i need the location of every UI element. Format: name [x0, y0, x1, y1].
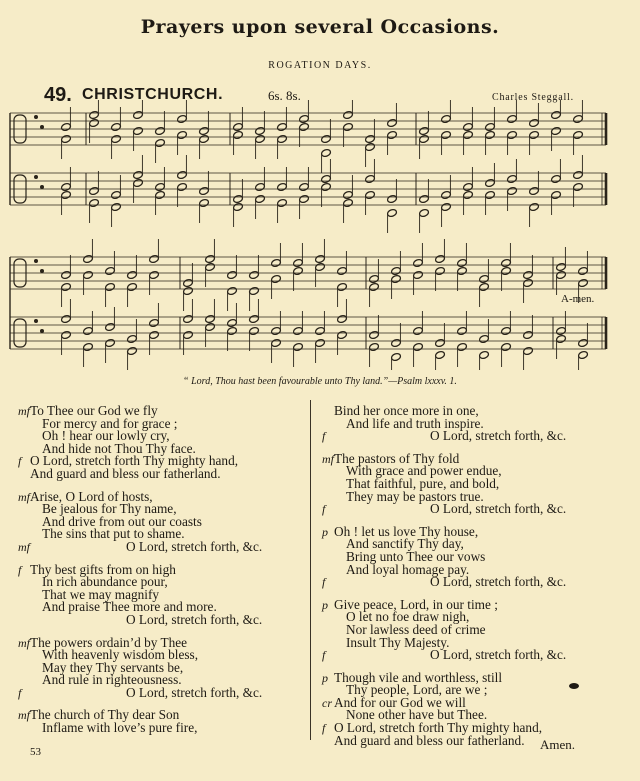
verse-text: O Lord, stretch forth Thy mighty hand,: [334, 720, 543, 736]
note-head: [413, 270, 424, 279]
note-head: [387, 130, 398, 139]
music-score: [0, 100, 640, 370]
note-head: [501, 342, 512, 351]
note-head: [369, 330, 380, 339]
note-head: [365, 134, 376, 143]
key-signature-sharp: [40, 125, 44, 129]
verse-text: O Lord, stretch forth, &c.: [126, 684, 263, 700]
note-head: [205, 314, 216, 323]
note-head: [337, 314, 348, 323]
note-head: [457, 342, 468, 351]
verse-text: Thy best gifts from on high: [30, 561, 176, 577]
verse-line: [18, 538, 308, 554]
note-head: [127, 334, 138, 343]
note-head: [556, 326, 567, 335]
verse-line: [322, 430, 622, 443]
verse-text: Oh ! hear our lowly cry,: [42, 428, 170, 444]
verse-text: They may be pastors true.: [346, 488, 484, 504]
stanza: [322, 405, 622, 443]
stanza: [18, 488, 308, 554]
final-amen: Amen.: [540, 737, 576, 752]
note-head: [573, 170, 584, 179]
note-head: [271, 274, 282, 283]
note-head: [83, 342, 94, 351]
note-head: [61, 190, 72, 199]
note-head: [277, 182, 288, 191]
note-head: [183, 330, 194, 339]
note-head: [249, 286, 260, 295]
verse-text: And guard and bless our fatherland.: [334, 732, 525, 748]
verse-text: Inflame with love’s pure fire,: [42, 720, 198, 736]
verse-text: That we may magnify: [42, 586, 160, 602]
verse-text: And life and truth inspire.: [346, 415, 484, 431]
hymn-number: 49.: [44, 84, 72, 106]
note-head: [523, 278, 534, 287]
note-head: [391, 338, 402, 347]
note-head: [61, 330, 72, 339]
note-head: [293, 342, 304, 351]
note-head: [365, 174, 376, 183]
note-head: [233, 130, 244, 139]
dynamic-marking: mf: [18, 404, 30, 418]
note-head: [183, 286, 194, 295]
note-head: [249, 314, 260, 323]
note-head: [255, 126, 266, 135]
note-head: [369, 282, 380, 291]
key-signature-sharp: [34, 319, 38, 323]
note-head: [127, 282, 138, 291]
dynamic-marking: p: [322, 524, 328, 539]
note-head: [463, 130, 474, 139]
note-head: [89, 110, 100, 119]
note-head: [271, 258, 282, 267]
note-head: [501, 258, 512, 267]
verse-line: [322, 732, 622, 748]
note-head: [233, 202, 244, 211]
verse-text: O Lord, stretch forth, &c.: [430, 574, 567, 590]
note-head: [83, 270, 94, 279]
verse-text: And for our God we will: [334, 694, 466, 710]
note-head: [419, 208, 430, 217]
note-head: [365, 190, 376, 199]
page-header-title: Prayers upon several Occasions.: [140, 16, 500, 38]
note-head: [255, 134, 266, 143]
note-head: [556, 334, 567, 343]
note-head: [177, 182, 188, 191]
verse-text: Give peace, Lord, in our time ;: [334, 596, 498, 612]
key-signature-sharp: [34, 115, 38, 119]
verse-text: Insult Thy Majesty.: [346, 634, 450, 650]
dynamic-marking: f: [322, 721, 326, 736]
column-divider: [310, 400, 311, 740]
note-head: [485, 122, 496, 131]
verse-text: May they Thy servants be,: [42, 659, 184, 675]
note-head: [551, 174, 562, 183]
note-head: [391, 266, 402, 275]
note-head: [413, 258, 424, 267]
note-head: [89, 186, 100, 195]
note-head: [315, 254, 326, 263]
verse-line: [18, 611, 308, 627]
note-head: [315, 262, 326, 271]
verse-text: And sanctify Thy day,: [346, 536, 464, 552]
note-head: [413, 326, 424, 335]
printer-ornament: [569, 683, 579, 689]
note-head: [441, 202, 452, 211]
note-head: [578, 350, 589, 359]
note-head: [479, 274, 490, 283]
note-head: [205, 322, 216, 331]
note-head: [551, 190, 562, 199]
note-head: [387, 194, 398, 203]
note-head: [343, 110, 354, 119]
note-head: [343, 198, 354, 207]
note-head: [61, 282, 72, 291]
stanza: [322, 450, 622, 517]
note-head: [529, 186, 540, 195]
key-signature-sharp: [34, 259, 38, 263]
note-head: [127, 270, 138, 279]
verse-text: Be jealous for Thy name,: [42, 501, 177, 517]
note-head: [479, 334, 490, 343]
verse-text: The powers ordain’d by Thee: [30, 634, 188, 650]
dynamic-marking: f: [322, 648, 326, 663]
note-head: [523, 270, 534, 279]
note-head: [249, 270, 260, 279]
note-head: [485, 178, 496, 187]
note-head: [315, 326, 326, 335]
note-head: [573, 182, 584, 191]
verse-text: That faithful, pure, and bold,: [346, 475, 500, 491]
note-head: [337, 330, 348, 339]
dynamic-marking: mf: [322, 451, 334, 466]
note-head: [457, 258, 468, 267]
note-head: [369, 342, 380, 351]
note-head: [89, 118, 100, 127]
verse-line: [322, 576, 622, 589]
note-head: [155, 190, 166, 199]
note-head: [271, 338, 282, 347]
note-head: [321, 182, 332, 191]
note-head: [233, 194, 244, 203]
verse-text: And rule in righteousness.: [42, 672, 182, 688]
note-head: [573, 130, 584, 139]
key-signature-sharp: [40, 329, 44, 333]
verse-text: And praise Thee more and more.: [42, 599, 217, 615]
note-head: [479, 350, 490, 359]
note-head: [463, 182, 474, 191]
stanza: [18, 405, 308, 481]
note-head: [227, 270, 238, 279]
note-head: [578, 266, 589, 275]
note-head: [419, 126, 430, 135]
stanza: [18, 709, 308, 734]
note-head: [463, 190, 474, 199]
note-head: [133, 126, 144, 135]
verse-line: [18, 465, 308, 481]
dynamic-marking: f: [322, 502, 326, 517]
note-head: [199, 186, 210, 195]
verses-left-column: [18, 405, 308, 745]
note-head: [315, 338, 326, 347]
verse-text: For mercy and for grace ;: [42, 415, 178, 431]
note-head: [501, 266, 512, 275]
verse-line: [18, 722, 308, 735]
note-head: [205, 254, 216, 263]
verse-text: Bring unto Thee our vows: [346, 548, 486, 564]
note-head: [177, 130, 188, 139]
verse-text: With heavenly wisdom bless,: [42, 647, 199, 663]
dynamic-marking: f: [18, 562, 22, 577]
verse-text: In rich abundance pour,: [42, 574, 168, 590]
dynamic-marking: f: [18, 454, 22, 469]
verse-line: [322, 649, 622, 662]
note-head: [271, 326, 282, 335]
verse-text: O Lord, stretch forth, &c.: [430, 428, 567, 444]
note-head: [529, 202, 540, 211]
key-signature-sharp: [40, 185, 44, 189]
note-head: [299, 114, 310, 123]
stanza: [322, 523, 622, 590]
scripture-quote: “ Lord, Thou hast been favourable unto Thy land.”—Psalm lxxxv. 1.: [183, 376, 457, 387]
dynamic-marking: p: [322, 670, 328, 685]
note-head: [578, 278, 589, 287]
verse-text: O Lord, stretch forth, &c.: [430, 647, 567, 663]
note-head: [321, 134, 332, 143]
note-head: [149, 318, 160, 327]
note-head: [441, 114, 452, 123]
dynamic-marking: mf: [18, 539, 30, 554]
verse-text: And drive from out our coasts: [42, 513, 202, 529]
note-head: [507, 186, 518, 195]
note-head: [111, 122, 122, 131]
note-head: [551, 110, 562, 119]
note-head: [277, 122, 288, 131]
note-head: [255, 182, 266, 191]
note-head: [507, 114, 518, 123]
note-head: [441, 190, 452, 199]
note-head: [578, 338, 589, 347]
verse-text: The church of Thy dear Son: [30, 707, 180, 723]
note-head: [435, 338, 446, 347]
note-head: [293, 266, 304, 275]
note-head: [523, 346, 534, 355]
verse-line: [322, 503, 622, 516]
note-head: [105, 322, 116, 331]
note-head: [419, 194, 430, 203]
note-head: [61, 134, 72, 143]
note-head: [227, 326, 238, 335]
note-head: [277, 134, 288, 143]
note-head: [149, 330, 160, 339]
note-head: [111, 202, 122, 211]
verse-text: With grace and power endue,: [346, 463, 502, 479]
note-head: [199, 126, 210, 135]
verse-text: The sins that put to shame.: [42, 526, 185, 542]
note-head: [199, 134, 210, 143]
dynamic-marking: f: [18, 685, 22, 700]
note-head: [479, 282, 490, 291]
dynamic-marking: p: [322, 597, 328, 612]
note-head: [321, 174, 332, 183]
note-head: [233, 122, 244, 131]
note-head: [485, 130, 496, 139]
verse-text: Though vile and worthless, still: [334, 669, 503, 685]
note-head: [507, 174, 518, 183]
verse-text: O Lord, stretch forth, &c.: [430, 501, 567, 517]
note-head: [149, 254, 160, 263]
note-head: [343, 190, 354, 199]
note-head: [435, 266, 446, 275]
note-head: [529, 130, 540, 139]
note-head: [413, 342, 424, 351]
verses-right-column: [322, 405, 622, 757]
note-head: [529, 118, 540, 127]
note-head: [463, 122, 474, 131]
verse-text: The pastors of Thy fold: [334, 450, 460, 466]
note-head: [369, 274, 380, 283]
note-head: [441, 130, 452, 139]
dynamic-marking: mf: [18, 635, 30, 650]
verse-text: Oh ! let us love Thy house,: [334, 523, 479, 539]
note-head: [435, 350, 446, 359]
note-head: [183, 314, 194, 323]
verse-text: Thy people, Lord, are we ;: [346, 682, 488, 698]
note-head: [105, 266, 116, 275]
verse-line: [18, 684, 308, 700]
note-head: [299, 182, 310, 191]
note-head: [556, 262, 567, 271]
note-head: [365, 142, 376, 151]
tune-name: CHRISTCHURCH.: [82, 86, 224, 103]
note-head: [61, 314, 72, 323]
note-head: [177, 170, 188, 179]
dynamic-marking: f: [322, 575, 326, 590]
note-head: [105, 338, 116, 347]
verse-text: And loyal homage pay.: [346, 561, 470, 577]
note-head: [227, 318, 238, 327]
note-head: [457, 266, 468, 275]
stanza: [322, 596, 622, 663]
note-head: [435, 254, 446, 263]
verse-text: O Lord, stretch forth, &c.: [126, 538, 263, 554]
dynamic-marking: mf: [18, 489, 30, 504]
note-head: [177, 114, 188, 123]
note-head: [105, 282, 116, 291]
stanza: [18, 561, 308, 627]
section-subtitle: ROGATION DAYS.: [268, 60, 372, 71]
note-head: [321, 148, 332, 157]
note-head: [337, 282, 348, 291]
note-head: [111, 134, 122, 143]
note-head: [293, 258, 304, 267]
note-head: [205, 262, 216, 271]
verse-text: And guard and bless our fatherland.: [30, 465, 221, 481]
verse-text: O let no foe draw nigh,: [346, 609, 470, 625]
stanza: [18, 634, 308, 700]
verse-text: To Thee our God we fly: [30, 403, 158, 418]
note-head: [419, 134, 430, 143]
note-head: [111, 190, 122, 199]
note-head: [391, 274, 402, 283]
note-head: [61, 182, 72, 191]
verse-text: None other have but Thee.: [346, 707, 488, 723]
note-head: [485, 190, 496, 199]
note-head: [343, 122, 354, 131]
note-head: [61, 270, 72, 279]
composer-name: Charles Steggall.: [492, 92, 574, 103]
verse-text: Arise, O Lord of hosts,: [30, 488, 153, 504]
dynamic-marking: cr: [322, 695, 332, 710]
verse-text: Bind her once more in one,: [334, 403, 479, 418]
note-head: [391, 352, 402, 361]
note-head: [249, 326, 260, 335]
amen-under-music: A-men.: [561, 293, 595, 305]
note-head: [387, 118, 398, 127]
note-head: [83, 254, 94, 263]
key-signature-sharp: [40, 269, 44, 273]
note-head: [523, 330, 534, 339]
note-head: [199, 198, 210, 207]
page-number: 53: [30, 746, 41, 758]
note-head: [149, 270, 160, 279]
note-head: [299, 194, 310, 203]
verse-text: O Lord, stretch forth, &c.: [126, 611, 263, 627]
note-head: [337, 266, 348, 275]
note-head: [573, 114, 584, 123]
note-head: [387, 208, 398, 217]
note-head: [155, 182, 166, 191]
note-head: [556, 270, 567, 279]
dynamic-marking: f: [322, 429, 326, 444]
note-head: [457, 326, 468, 335]
note-head: [133, 110, 144, 119]
note-head: [293, 326, 304, 335]
note-head: [133, 170, 144, 179]
note-head: [183, 278, 194, 287]
note-head: [89, 198, 100, 207]
verse-text: O Lord, stretch forth Thy mighty hand,: [30, 453, 239, 469]
verse-text: And hide not Thou Thy face.: [42, 440, 196, 456]
note-head: [551, 126, 562, 135]
note-head: [127, 346, 138, 355]
note-head: [155, 138, 166, 147]
note-head: [507, 130, 518, 139]
note-head: [227, 286, 238, 295]
note-head: [83, 326, 94, 335]
verse-text: Nor lawless deed of crime: [346, 621, 486, 637]
key-signature-sharp: [34, 175, 38, 179]
note-head: [501, 326, 512, 335]
note-head: [277, 198, 288, 207]
note-head: [61, 122, 72, 131]
note-head: [299, 122, 310, 131]
note-head: [255, 194, 266, 203]
note-head: [155, 126, 166, 135]
hymn-meter: 6s. 8s.: [268, 88, 301, 103]
dynamic-marking: mf: [18, 708, 30, 723]
note-head: [133, 178, 144, 187]
